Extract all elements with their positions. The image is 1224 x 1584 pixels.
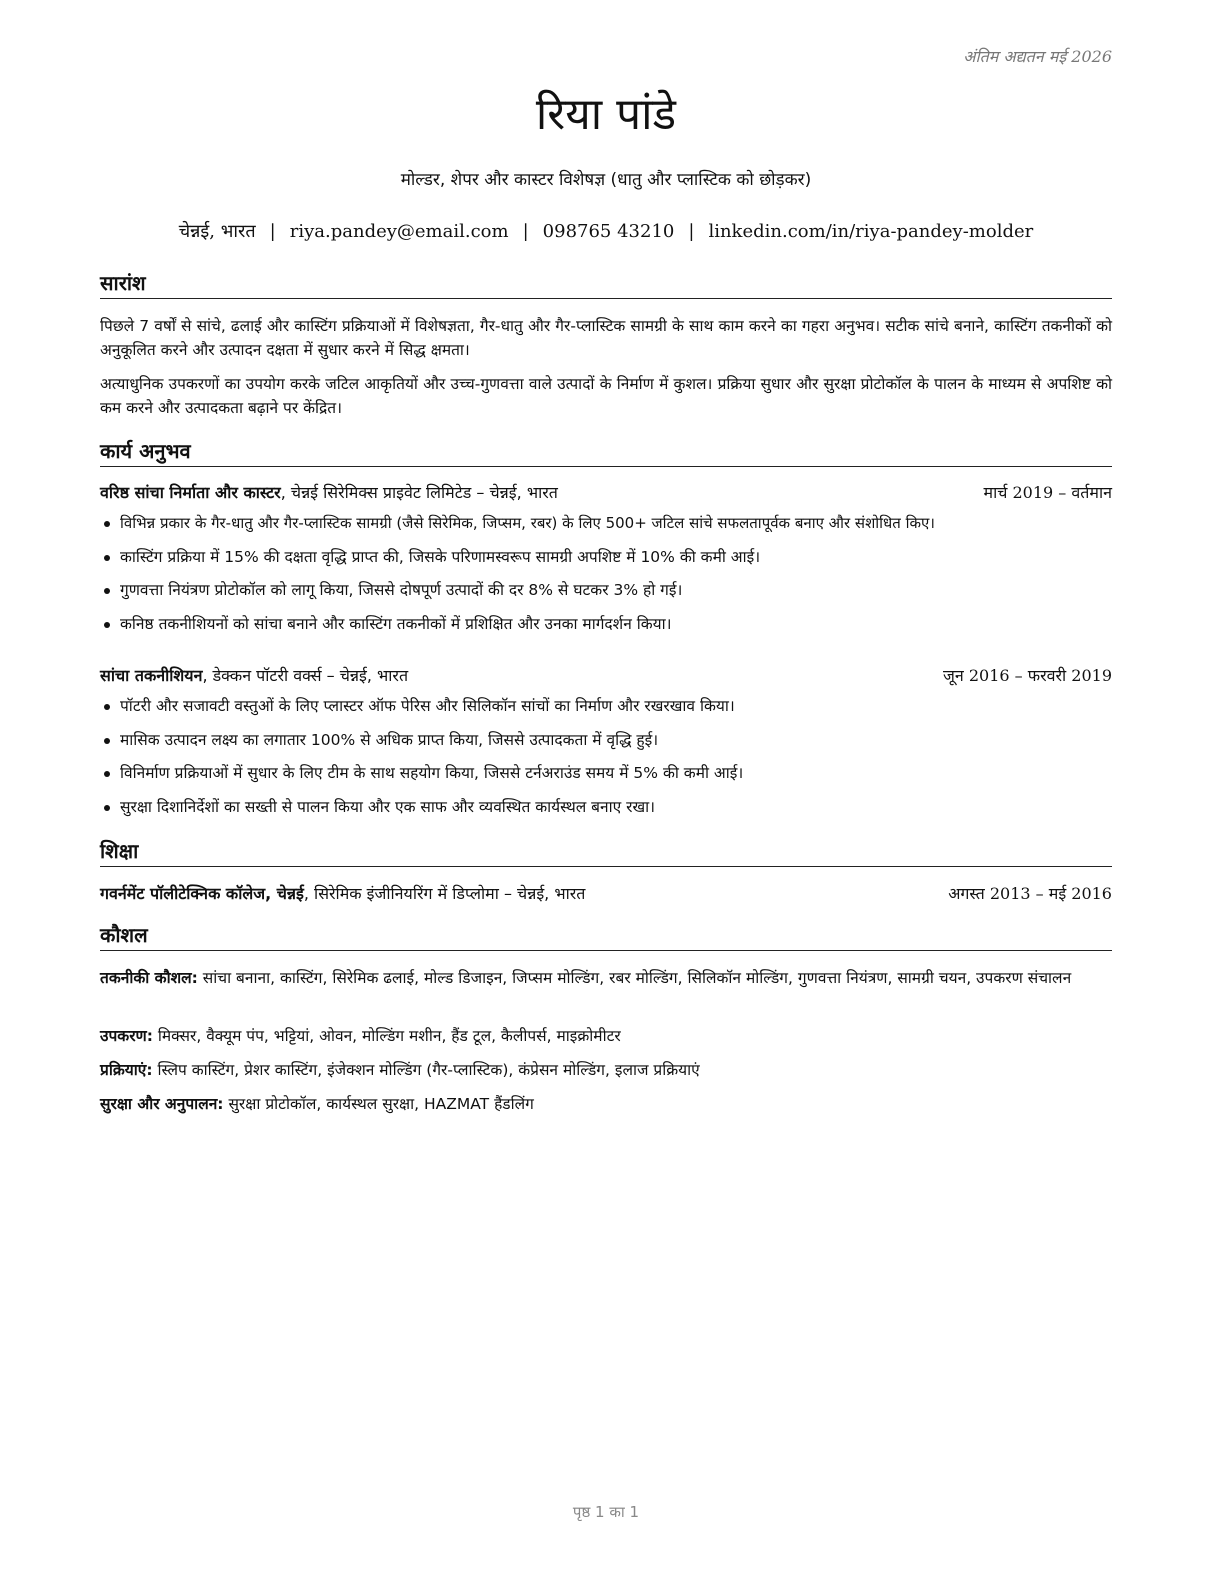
job-bullets [100,694,1112,828]
job-header [100,481,1112,505]
skill-label: प्रक्रियाएं: [100,1061,153,1079]
page-number: पृष्ठ 1 का 1 [572,1503,640,1521]
job-dates: मार्च 2019 – वर्तमान [983,483,1112,502]
summary-paragraph-1: पिछले 7 वर्षों से सांचे, ढलाई और कास्टिंग प्रक्रियाओं में विशेषज्ञता, गैर-धातु और गैर-प्लास्टिक सामग्री के साथ काम करने का गहरा अनुभव। सटीक सांचे बनाने, कास्टिंग तकनीकों को अनुकूलित करने और उत्पादन दक्षता में सुधार करने में सिद्ध क्षमता। [100,317,1112,359]
education-heading: शिक्षा [100,838,1112,867]
job-dates: जून 2016 – फरवरी 2019 [943,666,1112,685]
resume-page [100,0,1112,1584]
job-role: सांचा तकनीशियन [100,666,203,685]
list-item: विनिर्माण प्रक्रियाओं में सुधार के लिए टीम के साथ सहयोग किया, जिससे टर्नअराउंड समय में 5% की कमी आई। [100,761,1112,795]
skill-row [100,1058,1112,1082]
skill-label: सुरक्षा और अनुपालन: [100,1095,224,1113]
job-bullets [100,511,1112,645]
education-detail: , सिरेमिक इंजीनियरिंग में डिप्लोमा – चेन्नई, भारत [303,884,586,903]
skills-heading: कौशल [100,922,1112,951]
summary-heading: सारांश [100,270,1112,299]
contact-linkedin[interactable]: linkedin.com/in/riya-pandey-molder [708,221,1034,242]
contact-separator: | [269,221,276,242]
skill-row [100,966,1112,990]
skill-value: स्लिप कास्टिंग, प्रेशर कास्टिंग, इंजेक्शन मोल्डिंग (गैर-प्लास्टिक), कंप्रेसन मोल्डिंग, इलाज प्रक्रियाएं [152,1061,700,1079]
education-institution: गवर्नमेंट पॉलीटेक्निक कॉलेज, चेन्नई [100,884,304,903]
last-updated: अंतिम अद्यतन मई 2026 [963,47,1112,66]
skill-row [100,1092,1112,1116]
skill-value: सांचा बनाना, कास्टिंग, सिरेमिक ढलाई, मोल्ड डिजाइन, जिप्सम मोल्डिंग, रबर मोल्डिंग, सिलिकॉन मोल्डिंग, गुणवत्ता नियंत्रण, सामग्री चयन, उपकरण संचालन [197,969,1072,987]
list-item: मासिक उत्पादन लक्ष्य का लगातार 100% से अधिक प्राप्त किया, जिससे उत्पादकता में वृद्धि हुई। [100,728,1112,762]
skill-label: तकनीकी कौशल: [100,969,198,987]
list-item: पॉटरी और सजावटी वस्तुओं के लिए प्लास्टर ऑफ पेरिस और सिलिकॉन सांचों का निर्माण और रखरखाव किया। [100,694,1112,728]
job-header [100,664,1112,688]
job-company: , डेक्कन पॉटरी वर्क्स – चेन्नई, भारत [202,666,409,685]
summary-paragraph-2: अत्याधुनिक उपकरणों का उपयोग करके जटिल आकृतियों और उच्च-गुणवत्ता वाले उत्पादों के निर्माण में कुशल। प्रक्रिया सुधार और सुरक्षा प्रोटोकॉल के पालन के माध्यम से अपशिष्ट को कम करने और उत्पादकता बढ़ाने पर केंद्रित। [100,375,1112,417]
list-item: सुरक्षा दिशानिर्देशों का सख्ती से पालन किया और एक साफ और व्यवस्थित कार्यस्थल बनाए रखा। [100,795,1112,829]
education-dates: अगस्त 2013 – मई 2016 [948,884,1112,903]
skill-value: मिक्सर, वैक्यूम पंप, भट्टियां, ओवन, मोल्डिंग मशीन, हैंड टूल, कैलीपर्स, माइक्रोमीटर [152,1027,621,1045]
contact-phone[interactable]: 098765 43210 [542,221,675,242]
skill-row [100,1024,1112,1048]
list-item: विभिन्न प्रकार के गैर-धातु और गैर-प्लास्टिक सामग्री (जैसे सिरेमिक, जिप्सम, रबर) के लिए 500+ जटिल सांचे सफलतापूर्वक बनाए और संशोधित किए। [100,511,1112,545]
education-entry [100,882,1112,906]
contact-email[interactable]: riya.pandey@email.com [289,221,509,242]
job-role: वरिष्ठ सांचा निर्माता और कास्टर [100,483,281,502]
contact-line [100,219,1112,243]
contact-separator: | [688,221,695,242]
list-item: गुणवत्ता नियंत्रण प्रोटोकॉल को लागू किया, जिससे दोषपूर्ण उत्पादों की दर 8% से घटकर 3% हो गई। [100,578,1112,612]
list-item: कनिष्ठ तकनीशियनों को सांचा बनाने और कास्टिंग तकनीकों में प्रशिक्षित और उनका मार्गदर्शन किया। [100,612,1112,646]
candidate-name: रिया पांडे [535,89,677,140]
job-company: , चेन्नई सिरेमिक्स प्राइवेट लिमिटेड – चेन्नई, भारत [280,483,558,502]
skill-value: सुरक्षा प्रोटोकॉल, कार्यस्थल सुरक्षा, HAZMAT हैंडलिंग [223,1095,534,1113]
list-item: कास्टिंग प्रक्रिया में 15% की दक्षता वृद्धि प्राप्त की, जिसके परिणामस्वरूप सामग्री अपशिष्ट में 10% की कमी आई। [100,545,1112,579]
experience-heading: कार्य अनुभव [100,438,1112,467]
contact-location: चेन्नई, भारत [178,221,256,242]
contact-separator: | [522,221,529,242]
skill-label: उपकरण: [100,1027,153,1045]
candidate-subtitle: मोल्डर, शेपर और कास्टर विशेषज्ञ (धातु और प्लास्टिक को छोड़कर) [400,170,812,190]
